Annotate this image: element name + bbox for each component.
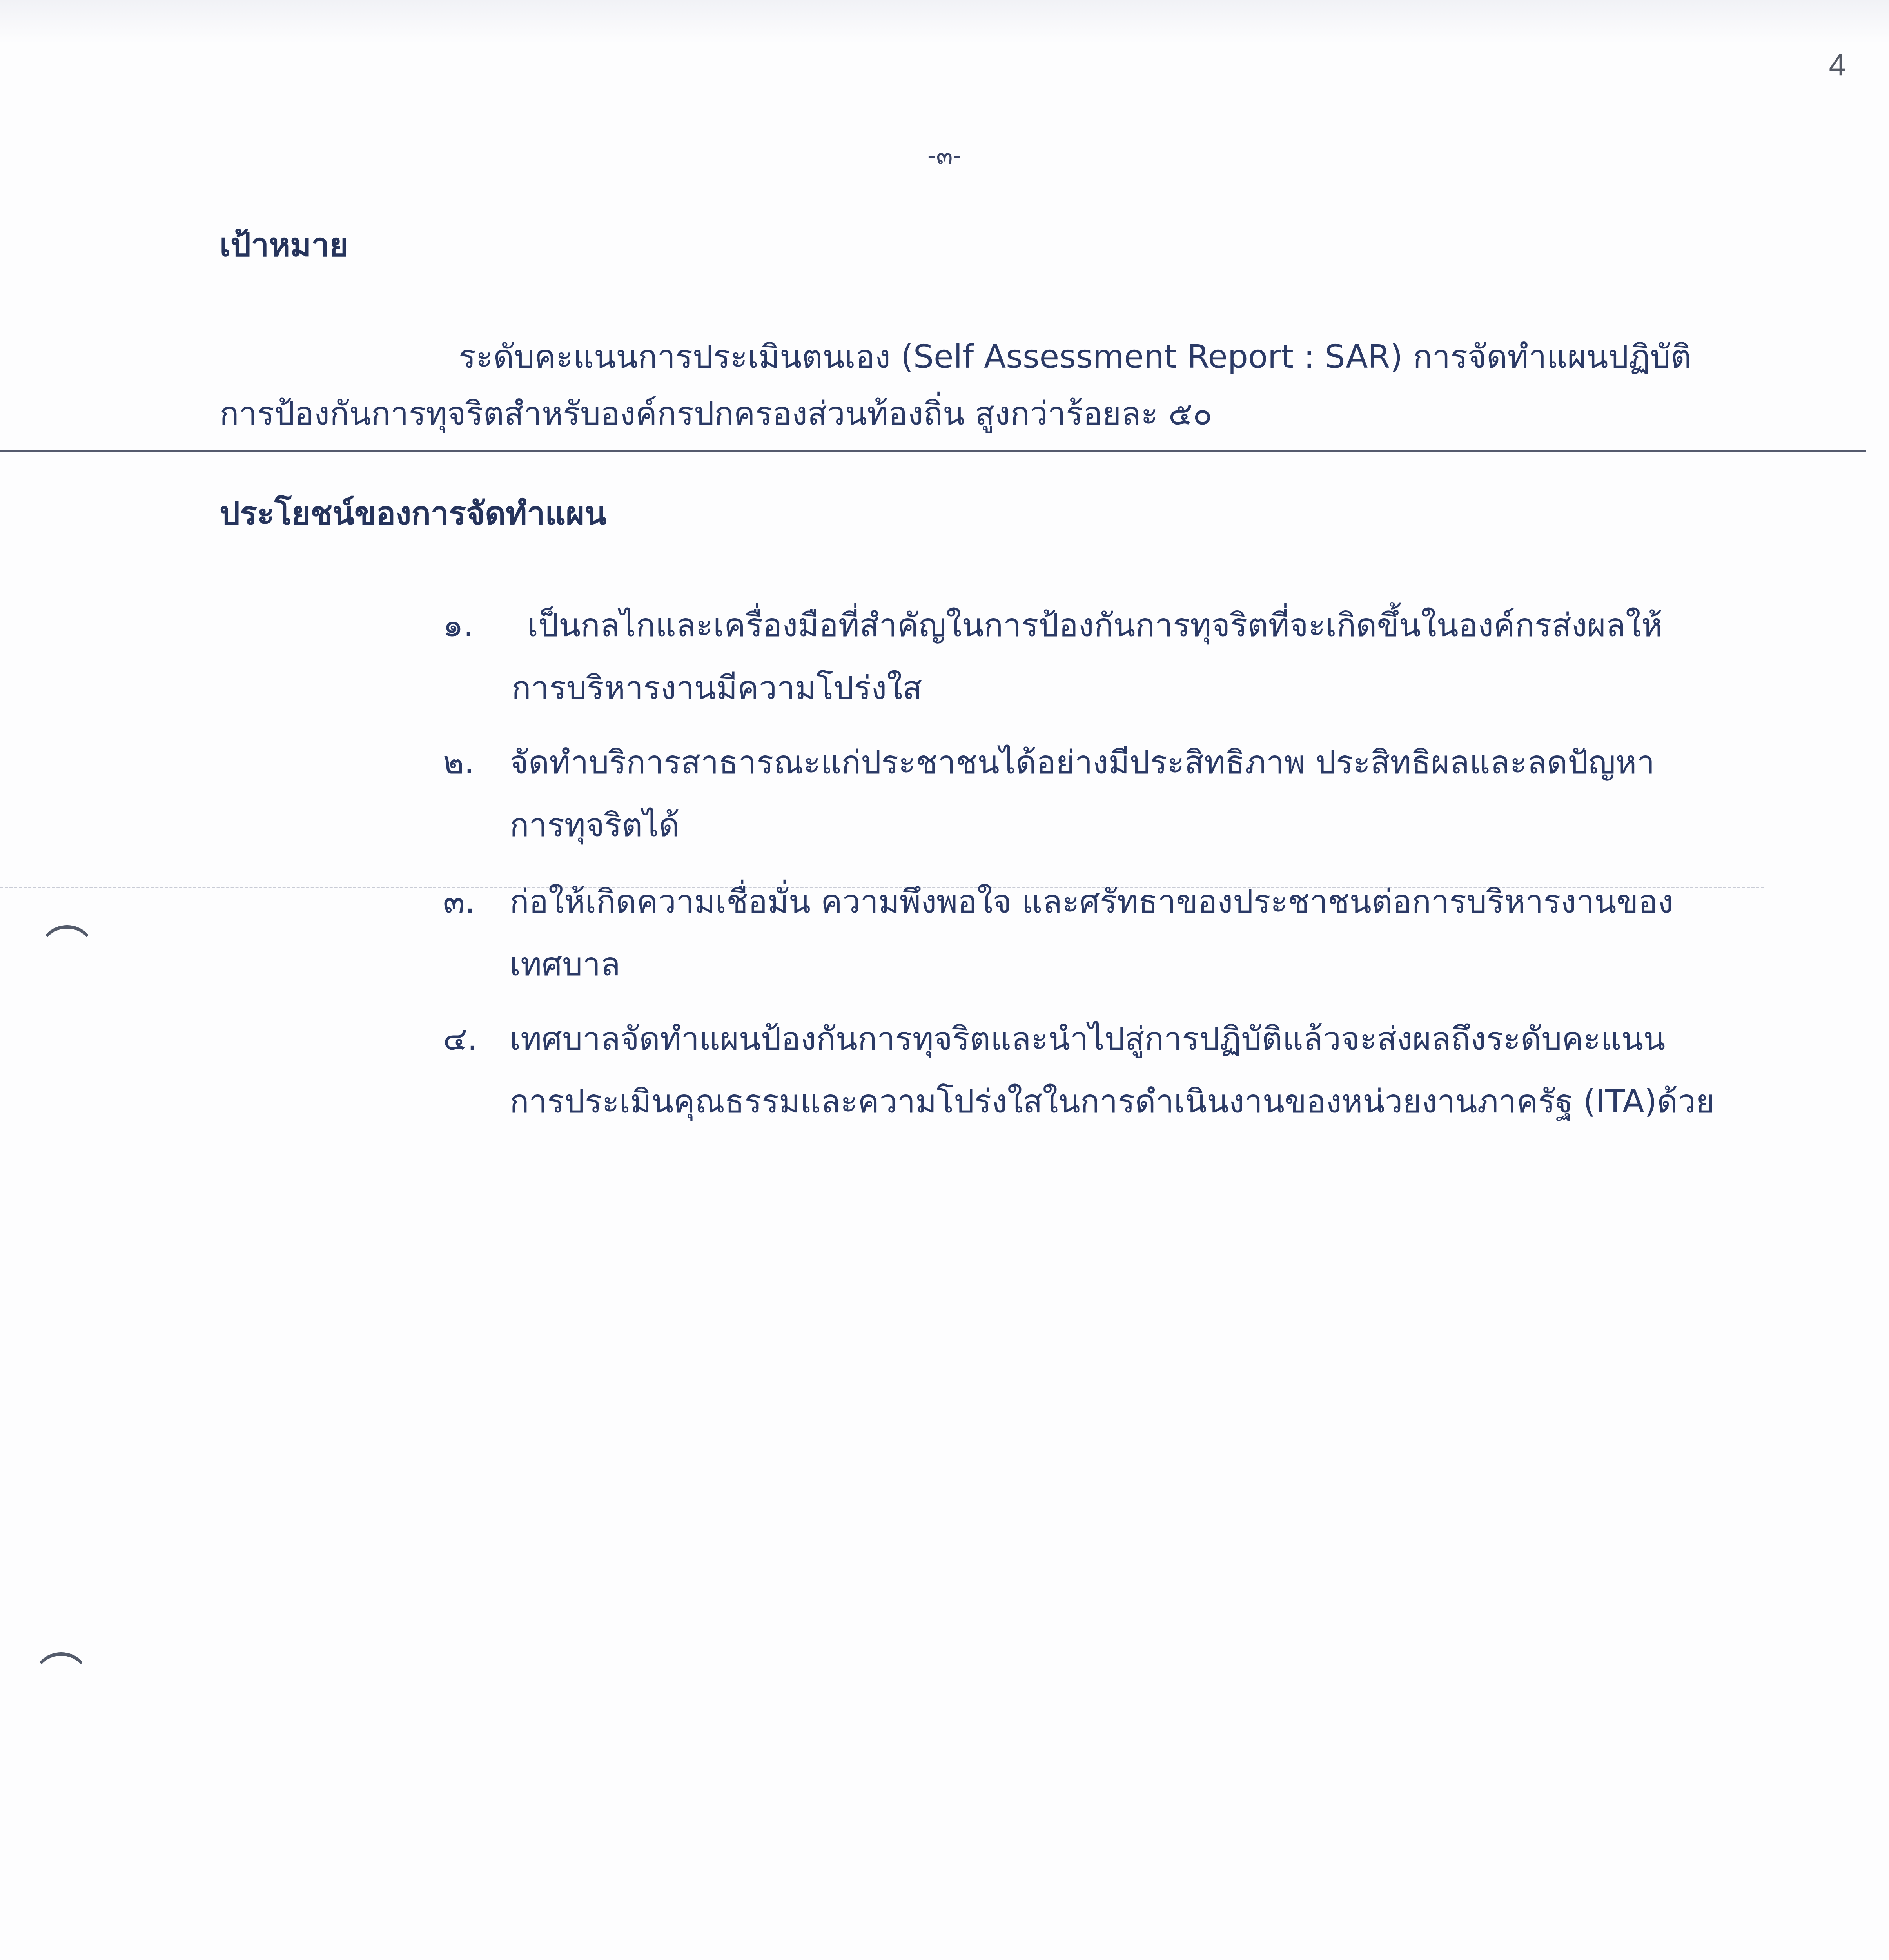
benefit-item-text-line-1: เป็นกลไกและเครื่องมือที่สำคัญในการป้องกันการทุจริตที่จะเกิดขึ้นในองค์กรส่งผลให้ [527,607,1663,644]
page-marker: -๓- [927,141,962,170]
goal-text-line-2: การป้องกันการทุจริตสำหรับองค์กรปกครองส่วนท้องถิ่น สูงกว่าร้อยละ ๕๐ [220,395,1212,432]
corner-page-number: 4 [1829,47,1846,82]
goal-text-line-1: ระดับคะแนนการประเมินตนเอง (Self Assessment Report : SAR) การจัดทำแผนปฏิบัติ [459,338,1691,376]
benefit-item-text-line-2: การประเมินคุณธรรมและความโปร่งใสในการดำเนินงานของหน่วยงานภาครัฐ (ITA)ด้วย [510,1083,1715,1120]
benefits-heading: ประโยชน์ของการจัดทำแผน [220,495,607,532]
horizontal-rule [0,450,1866,452]
benefit-item-text-line-1: ก่อให้เกิดความเชื่อมั่น ความพึงพอใจ และศรัทธาของประชาชนต่อการบริหารงานของ [510,883,1673,920]
benefit-item-text-line-1: จัดทำบริการสาธารณะแก่ประชาชนได้อย่างมีประสิทธิภาพ ประสิทธิผลและลดปัญหา [510,744,1655,781]
benefit-item-text-line-1: เทศบาลจัดทำแผนป้องกันการทุจริตและนำไปสู่การปฏิบัติแล้วจะส่งผลถึงระดับคะแนน [510,1020,1666,1058]
benefit-item-number: ๒. [443,744,475,781]
goal-heading: เป้าหมาย [220,227,348,264]
scan-shadow [0,0,1889,43]
punch-hole-mark [33,1652,89,1683]
benefit-item-number: ๑. [443,607,474,644]
punch-hole-mark [39,925,95,956]
benefit-item-text-line-2: การทุจริตได้ [510,807,680,844]
benefit-item-number: ๓. [443,883,475,920]
benefit-item-number: ๔. [443,1020,478,1058]
benefit-item-text-line-2: เทศบาล [510,946,621,983]
benefit-item-text-line-2: การบริหารงานมีความโปร่งใส [512,670,922,707]
